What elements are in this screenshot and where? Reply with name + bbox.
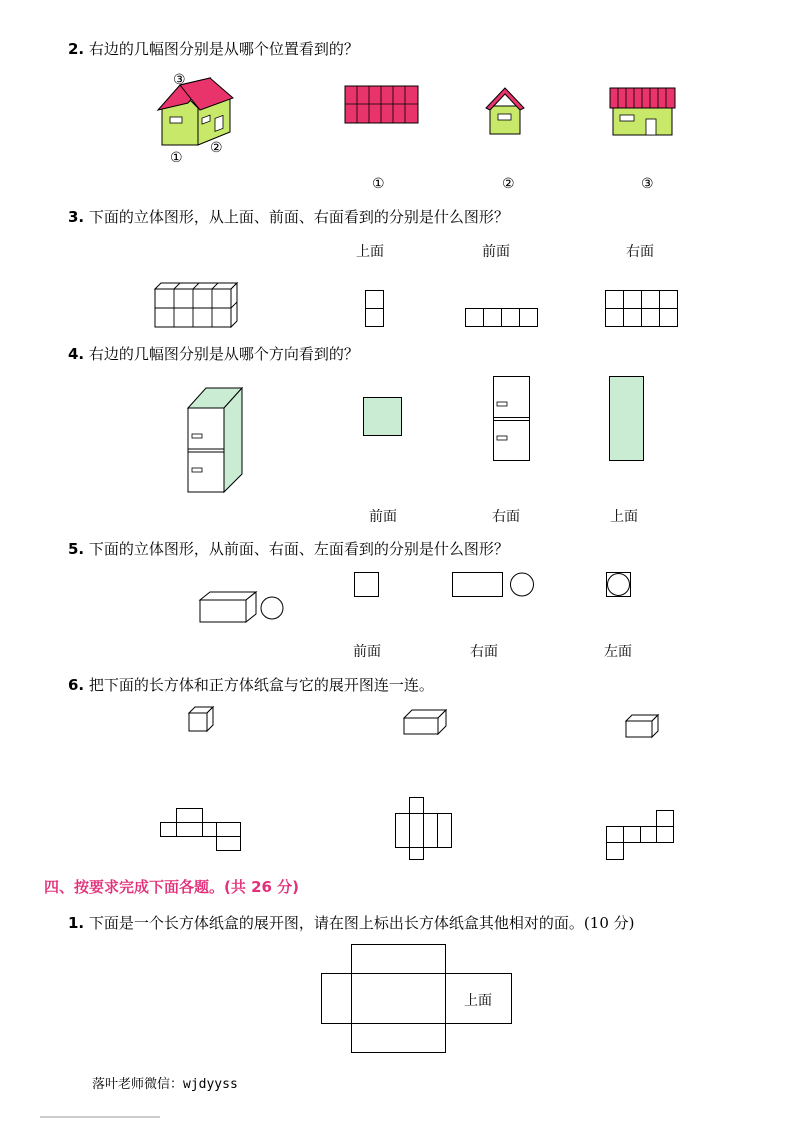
question-2	[68, 38, 359, 59]
question-3	[68, 206, 509, 227]
section-4-question-1	[68, 912, 635, 933]
question-text: 右边的几幅图分别是从哪个方向看到的？	[88, 345, 359, 363]
view-label-right: 右面	[492, 509, 520, 525]
right-view-shape	[605, 290, 679, 328]
question-number: 2.	[68, 40, 85, 58]
front-view-square	[354, 572, 380, 598]
question-text: 下面是一个长方体纸盒的展开图，请在图上标出长方体纸盒其他相对的面。(10 分)	[88, 914, 635, 932]
footer-text: 落叶老师微信：wjdyyss	[92, 1077, 238, 1092]
question-text: 下面的立体图形，从前面、右面、左面看到的分别是什么图形？	[88, 540, 509, 558]
question-number: 4.	[68, 345, 85, 363]
view-label-front: 前面	[482, 244, 510, 260]
view-label-front: 前面	[369, 509, 397, 525]
question-number: 3.	[68, 208, 85, 226]
section-4-title: 四、按要求完成下面各题。(共 26 分)	[44, 878, 300, 896]
house-front-view	[610, 88, 676, 138]
house-label-front: ①	[170, 150, 183, 166]
bottom-divider	[40, 1116, 160, 1118]
question-5	[68, 538, 509, 559]
fridge-top-square	[363, 397, 403, 437]
view-label-right: 右面	[470, 644, 498, 660]
flat-cuboid-3d	[404, 710, 448, 736]
small-cuboid-3d	[626, 715, 660, 739]
house-label-right: ②	[210, 140, 223, 156]
question-4	[68, 343, 359, 364]
small-cube-3d	[189, 707, 215, 733]
question-text: 下面的立体图形，从上面、前面、右面看到的分别是什么图形？	[88, 208, 509, 226]
view-label-top: 上面	[610, 509, 638, 525]
left-view-square-circle	[606, 572, 632, 598]
face-label-top: 上面	[464, 993, 492, 1009]
house-top-view	[345, 86, 419, 124]
front-view-shape	[465, 308, 539, 328]
question-text: 右边的几幅图分别是从哪个位置看到的？	[88, 40, 359, 58]
answer-label-2: ②	[502, 176, 515, 192]
net-2	[395, 797, 453, 861]
question-6	[68, 674, 434, 695]
fridge-front-view	[493, 376, 531, 462]
net-3	[606, 810, 676, 862]
question-number: 1.	[68, 914, 85, 932]
question-text: 把下面的长方体和正方体纸盒与它的展开图连一连。	[88, 676, 434, 694]
fridge-side-view	[609, 376, 645, 462]
view-label-right: 右面	[626, 244, 654, 260]
view-label-front: 前面	[353, 644, 381, 660]
view-label-left: 左面	[604, 644, 632, 660]
cube-block-3d	[155, 283, 240, 329]
house-side-view	[486, 86, 526, 136]
fridge-3d-illustration	[188, 388, 244, 494]
question-number: 5.	[68, 540, 85, 558]
net-1	[160, 808, 242, 854]
top-view-shape	[365, 290, 385, 328]
right-view-rect-circle	[452, 572, 536, 598]
answer-label-1: ①	[372, 176, 385, 192]
house-label-top: ③	[173, 72, 186, 88]
house-3d-illustration	[150, 70, 240, 160]
box-and-ball-3d	[200, 590, 290, 624]
question-number: 6.	[68, 676, 85, 694]
view-label-top: 上面	[356, 244, 384, 260]
answer-label-3: ③	[641, 176, 654, 192]
